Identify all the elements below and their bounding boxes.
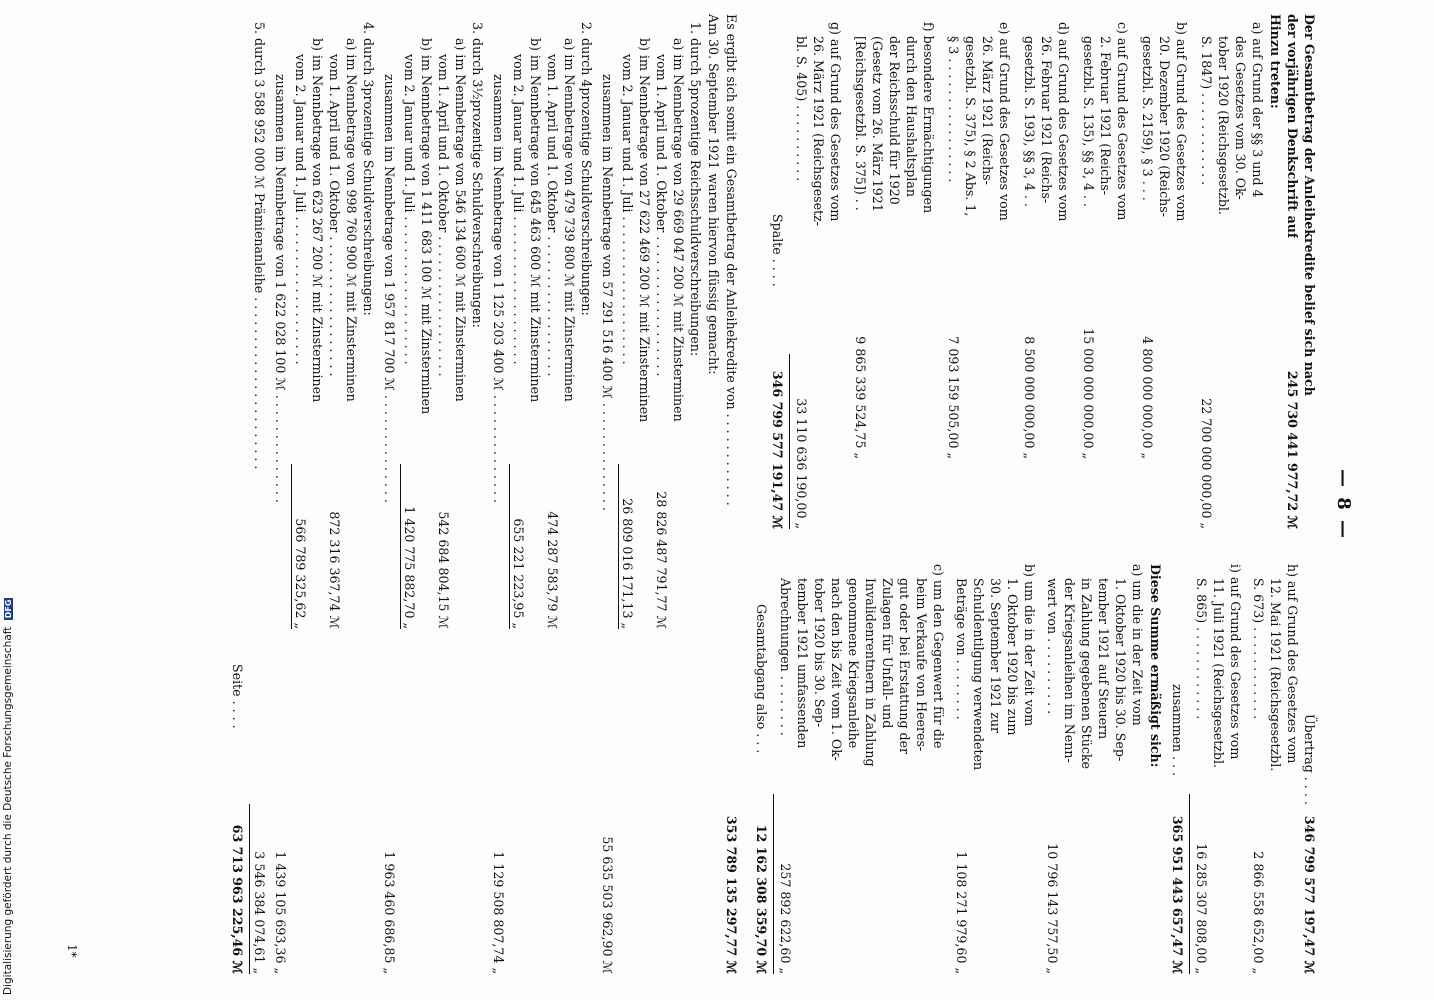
s2a-text-1: a) im Nennbetrage von 479 739 800 ℳ mit Zinsterminen xyxy=(562,38,577,402)
ergibt-text: Es ergibt sich somit ein Gesamtbetrag der Anleihekredite von . . . . . . . . . . . . xyxy=(724,14,739,506)
uebertrag-value: 346 799 577 197,47 ℳ xyxy=(1302,815,1317,974)
ra-text-6: wert von . . . . . . . . . . xyxy=(1045,578,1060,715)
rb-value: 1 108 271 979,60 „ xyxy=(954,851,969,974)
rc-line-4 xyxy=(879,564,896,974)
s4a-line-1 xyxy=(343,14,360,974)
seite-value: 63 713 963 225,46 ℳ xyxy=(230,824,245,974)
item-f-line-2 xyxy=(903,14,920,529)
rb-text-1: b) um die in der Zeit vom xyxy=(1022,564,1037,727)
s2-rule xyxy=(509,464,510,629)
rc-text-8: tober 1920 bis 30. Sep- xyxy=(812,578,827,728)
item-h-line-3 xyxy=(1250,564,1267,974)
item-g-text-2: 26. März 1921 (Reichsgesetz- xyxy=(811,36,826,227)
rb-line-1 xyxy=(1021,564,1038,974)
zusammen-line xyxy=(1169,564,1186,974)
item-c-line-1 xyxy=(1114,14,1131,529)
spalte-label: Spalte . . . . xyxy=(770,214,785,287)
s1a-line-2 xyxy=(653,14,670,974)
s1-heading xyxy=(687,14,704,974)
s1b-line-2 xyxy=(619,14,636,974)
digitization-note xyxy=(2,598,14,995)
s2a-text-2: vom 1. April und 1. Oktober . . . . . . . . . . . . . . . . . . xyxy=(545,54,560,377)
s4a-line-2 xyxy=(326,14,343,974)
rb-line-4 xyxy=(970,564,987,974)
am30-text: Am 30. September 1921 waren hiervon flüssig gemacht: xyxy=(706,14,721,375)
item-a-line-1 xyxy=(1249,14,1266,529)
ermaessigt-text: Diese Summe ermäßigt sich: xyxy=(1148,564,1163,768)
rb-line-5 xyxy=(953,564,970,974)
item-c-line-2 xyxy=(1097,14,1114,529)
item-i-value: 16 285 307 808,00 „ xyxy=(1194,843,1209,974)
item-e-text-3: gesetzbl. S. 375), § 2 Abs. 1, xyxy=(963,36,978,217)
s2b-line-1 xyxy=(527,14,544,974)
item-d-value: 8 500 000 000,00 „ xyxy=(1022,336,1037,459)
item-f-text-1: f) besondere Ermächtigungen xyxy=(921,22,936,214)
s4z-line xyxy=(272,14,289,974)
s2a-line-2 xyxy=(544,14,561,974)
item-b-text-3: gesetzbl. S. 2159), § 3 . . . xyxy=(1140,36,1155,201)
item-d-line-3 xyxy=(1021,14,1038,529)
rc-text-5: Invalidenrentnern in Zahlung xyxy=(863,578,878,767)
hinzu-text: Hinzu treten: xyxy=(1268,14,1283,109)
rc-text-3: gut oder bei Erstattung der xyxy=(897,578,912,755)
item-a-value: 22 700 000 000,00 „ xyxy=(1199,398,1214,529)
item-a-line-4 xyxy=(1198,14,1215,529)
s1z-line xyxy=(599,14,616,974)
item-i-line-2 xyxy=(1210,564,1227,974)
gesamtabgang-value: 12 162 308 359,70 ℳ xyxy=(754,824,769,974)
s2b-text-1: b) im Nennbetrage von 645 463 600 ℳ mit Zinsterminen xyxy=(528,38,543,403)
s4z-value: 1 439 105 693,36 „ xyxy=(273,851,288,974)
s3b-line-1 xyxy=(418,14,435,974)
s4-rule xyxy=(291,464,292,629)
ra-text-3: tember 1921 auf Steuern xyxy=(1096,578,1111,740)
s2-text: 2. durch 4prozentige Schuldverschreibungen: xyxy=(579,22,594,316)
item-e-line-1 xyxy=(996,14,1013,529)
item-g-line-1 xyxy=(827,14,844,529)
rc-text-2: beim Verkaufe von Heeres- xyxy=(914,578,929,752)
ra-text-5: der Kriegsanleihen im Nenn- xyxy=(1062,578,1077,763)
s3a-text-2: vom 1. April und 1. Oktober . . . . . . . . . . . . . . . . . . xyxy=(436,54,451,377)
item-b-text-2: 20. Dezember 1920 (Reichs- xyxy=(1157,36,1172,217)
s1z-value: 55 635 503 962,90 ℳ xyxy=(600,836,615,974)
s3z-line xyxy=(381,14,398,974)
ergibt-value: 353 789 135 297,77 ℳ xyxy=(724,815,739,974)
item-b-text-1: b) auf Grund des Gesetzes vom xyxy=(1174,22,1189,222)
s1b-line-1 xyxy=(636,14,653,974)
s3-text: 3. durch 3½prozentige Schuldverschreibungen: xyxy=(470,22,485,328)
ra-line-6 xyxy=(1044,564,1061,974)
item-i-line-1 xyxy=(1227,564,1244,974)
rc-text-6: genommene Kriegsanleihe xyxy=(846,578,861,749)
item-h-text-3: S. 673) . . . . . . . . . . . . xyxy=(1251,578,1266,720)
ra-line-2 xyxy=(1112,564,1129,974)
item-h-text-1: h) auf Grund des Gesetzes vom xyxy=(1285,564,1300,764)
rc-line-3 xyxy=(896,564,913,974)
s3-rule xyxy=(400,464,401,629)
item-b-line-2 xyxy=(1156,14,1173,529)
ra-value: 10 796 143 757,50 „ xyxy=(1045,843,1060,974)
item-d-text-2: 26. Februar 1921 (Reichs- xyxy=(1039,36,1054,204)
rc-text-10: Abrechnungen . . . . . . . . xyxy=(778,578,793,736)
s2b-text-2: vom 2. Januar und 1. Juli . . . . . . . . . . . . . . . . . . . xyxy=(511,54,526,365)
intro-text-2: der vorjährigen Denkschrift auf xyxy=(1285,14,1300,239)
ergibt-line xyxy=(723,14,740,974)
item-h-line-1 xyxy=(1284,564,1301,974)
dfg-logo: DFG xyxy=(4,599,13,619)
intro-text-1: Der Gesamtbetrag der Anleihekredite belief sich nach xyxy=(1302,14,1317,396)
s4b-text-1: b) im Nennbetrage von 623 267 200 ℳ mit Zinsterminen xyxy=(310,38,325,403)
ra-line-1 xyxy=(1129,564,1146,974)
item-a-text-2: des Gesetzes vom 30. Ok- xyxy=(1233,36,1248,200)
item-f-line-1 xyxy=(920,14,937,529)
item-d-line-2 xyxy=(1038,14,1055,529)
item-e-line-2 xyxy=(979,14,996,529)
item-e-text-1: e) auf Grund des Gesetzes vom xyxy=(997,22,1012,221)
rc-line-7 xyxy=(828,564,845,974)
seite-rule xyxy=(249,804,250,974)
item-i-text-2: 11. Juli 1921 (Reichsgesetzbl. xyxy=(1211,578,1226,769)
item-e-text-2: 26. März 1921 (Reichs- xyxy=(980,36,995,185)
item-f-line-3 xyxy=(886,14,903,529)
s1b-text-2: vom 2. Januar und 1. Juli . . . . . . . . . . . . . . . . . . . xyxy=(620,54,635,365)
s2z-value: 1 129 508 807,74 „ xyxy=(491,851,506,974)
hinzu-line xyxy=(1267,14,1284,529)
item-g-text-3: bl. S. 405) . . . . . . . . . . xyxy=(794,36,809,182)
s2b-value: 655 221 223,95 „ xyxy=(511,518,526,629)
intro-line-2 xyxy=(1284,14,1301,529)
spalte-line xyxy=(769,14,786,529)
item-c-value: 15 000 000 000,00 „ xyxy=(1081,328,1096,459)
item-c-text-1: c) auf Grund des Gesetzes vom xyxy=(1115,22,1130,221)
s4a-value: 872 316 367,74 ℳ xyxy=(327,511,342,629)
item-f-text-5: [Reichsgesetzbl. S. 375]) . . xyxy=(853,36,868,211)
item-i-line-3 xyxy=(1193,564,1210,974)
item-c-text-2: 2. Februar 1921 (Reichs- xyxy=(1098,36,1113,196)
rc-text-1: c) um den Gegenwert für die xyxy=(931,564,946,749)
s4b-line-1 xyxy=(309,14,326,974)
zusammen-label: zusammen . . . xyxy=(1170,684,1185,777)
rb-line-2 xyxy=(1004,564,1021,974)
s4z-text: zusammen im Nennbetrage von 1 622 028 100 ℳ . . . . . . . . . . . . . . xyxy=(273,74,288,503)
rc-line-2 xyxy=(913,564,930,974)
rc-line-8 xyxy=(811,564,828,974)
s1z-text: zusammen im Nennbetrage von 57 291 516 400 ℳ . . . . . . . . . . . . . . xyxy=(600,74,615,511)
item-h-line-2 xyxy=(1267,564,1284,974)
rb-text-2: 1. Oktober 1920 bis zum xyxy=(1005,578,1020,736)
s1a-value: 28 826 487 791,77 ℳ xyxy=(654,491,669,629)
item-f-value: 9 865 339 524,75 „ xyxy=(853,336,868,459)
rb-text-4: Schuldentilgung verwendeten xyxy=(971,578,986,771)
sum-rule-right-1 xyxy=(1189,794,1190,974)
s4b-line-2 xyxy=(292,14,309,974)
zusammen-value: 365 951 443 657,47 ℳ xyxy=(1170,815,1185,974)
item-a-line-3 xyxy=(1215,14,1232,529)
rb-text-5: Beträge von . . . . . . . . xyxy=(954,578,969,720)
s3a-value: 542 684 804,15 ℳ xyxy=(436,511,451,629)
item-f-line-4 xyxy=(869,14,886,529)
s4a-text-1: a) im Nennbetrage von 998 760 900 ℳ mit Zinsterminen xyxy=(344,38,359,402)
s2b-line-2 xyxy=(510,14,527,974)
s5-text: 5. durch 3 588 952 000 ℳ Prämienanleihe . . . . . . . . . . . . . . . . . . . . . . xyxy=(252,22,267,470)
ra-line-3 xyxy=(1095,564,1112,974)
s1a-text-1: a) im Nennbetrage von 29 669 047 200 ℳ mit Zinsterminen xyxy=(671,38,686,422)
rotated-document-page xyxy=(40,14,1354,974)
s3b-value: 1 420 775 882,70 „ xyxy=(402,506,417,629)
rc-line-1 xyxy=(930,564,947,974)
item-e-value: 7 093 159 505,00 „ xyxy=(946,336,961,459)
item-b-line-3 xyxy=(1139,14,1156,529)
item-g-text-1: g) auf Grund des Gesetzes vom xyxy=(828,22,843,222)
s3-heading xyxy=(469,14,486,974)
item-h-text-2: 12. Mai 1921 (Reichsgesetzbl. xyxy=(1268,578,1283,772)
sum-rule-left xyxy=(789,354,790,529)
ra-text-2: 1. Oktober 1920 bis 30. Sep- xyxy=(1113,578,1128,762)
s2z-line xyxy=(490,14,507,974)
s2a-value: 474 287 583,79 ℳ xyxy=(545,511,560,629)
s3a-line-2 xyxy=(435,14,452,974)
s1a-text-2: vom 1. April und 1. Oktober . . . . . . . . . . . . . . . . . . xyxy=(654,54,669,377)
item-i-text-1: i) auf Grund des Gesetzes vom xyxy=(1228,564,1243,760)
intro-line-1 xyxy=(1301,14,1318,529)
ra-line-4 xyxy=(1078,564,1095,974)
s2-heading xyxy=(578,14,595,974)
s1-text: 1. durch 5prozentige Reichsschuldverschreibungen: xyxy=(688,22,703,357)
item-a-text-1: a) auf Grund der §§ 3 und 4 xyxy=(1250,22,1265,198)
s3z-value: 1 963 460 686,85 „ xyxy=(382,851,397,974)
item-g-line-2 xyxy=(810,14,827,529)
spalte-value: 346 799 577 191,47 ℳ xyxy=(770,370,785,529)
s5-line xyxy=(251,14,268,974)
gesamtabgang-label: Gesamtabgang also . . . xyxy=(754,604,769,754)
s4-heading xyxy=(360,14,377,974)
item-h-value: 2 866 558 652,00 „ xyxy=(1251,851,1266,974)
rc-text-4: Zulagen für Unfall- und xyxy=(880,578,895,729)
item-b-value: 4 800 000 000,00 „ xyxy=(1140,336,1155,459)
rb-line-3 xyxy=(987,564,1004,974)
s3b-text-1: b) im Nennbetrage von 1 411 683 100 ℳ mit Zinsterminen xyxy=(419,38,434,415)
s3a-text-1: a) im Nennbetrage von 546 134 600 ℳ mit Zinsterminen xyxy=(453,38,468,402)
s2z-text: zusammen im Nennbetrage von 1 125 203 400 ℳ . . . . . . . . . . . . . . xyxy=(491,74,506,503)
rc-line-5 xyxy=(862,564,879,974)
seite-label: Seite . . . . xyxy=(230,664,245,729)
rc-text-7: nach den bis Zeit vom 1. Ok- xyxy=(829,578,844,761)
item-c-text-3: gesetzbl. S. 135), §§ 3, 4 . . xyxy=(1081,36,1096,208)
s3b-line-2 xyxy=(401,14,418,974)
rc-line-6 xyxy=(845,564,862,974)
item-e-line-3 xyxy=(962,14,979,529)
item-f-text-3: der Reichsschuld für 1920 xyxy=(887,36,902,205)
seite-line xyxy=(229,14,246,974)
gesamtabgang-line xyxy=(753,564,770,974)
item-d-line-1 xyxy=(1055,14,1072,529)
uebertrag-label: Übertrag . . . . xyxy=(1302,714,1317,805)
rb-text-3: 30. September 1921 zur xyxy=(988,578,1003,733)
item-c-line-3 xyxy=(1080,14,1097,529)
digitization-text: Digitalisierung gefördert durch die Deutsche Forschungsgemeinschaft xyxy=(2,626,14,995)
page-number: — 8 — xyxy=(1333,469,1354,541)
item-i-text-3: S. 865) . . . . . . . . . . . . xyxy=(1194,578,1209,720)
item-g-line-3 xyxy=(793,14,810,529)
s1a-line-1 xyxy=(670,14,687,974)
am30-line xyxy=(705,14,722,974)
s4b-value: 566 789 325,62 „ xyxy=(293,518,308,629)
ra-line-5 xyxy=(1061,564,1078,974)
s1b-value: 26 809 016 171,13 „ xyxy=(620,498,635,629)
item-d-text-1: d) auf Grund des Gesetzes vom xyxy=(1056,22,1071,222)
rc-line-9 xyxy=(794,564,811,974)
s1-rule xyxy=(618,464,619,629)
sum-rule-right-2 xyxy=(773,794,774,974)
item-d-text-3: gesetzbl. S. 193), §§ 3, 4 . . xyxy=(1022,36,1037,208)
uebertrag-line xyxy=(1301,564,1318,974)
item-a-text-4: S. 1847) . . . . . . . . . . . . xyxy=(1199,36,1214,186)
rc-text-9: tember 1921 umfassenden xyxy=(795,578,810,749)
rc-line-10 xyxy=(777,564,794,974)
item-e-line-4 xyxy=(945,14,962,529)
item-f-line-5 xyxy=(852,14,869,529)
s4-text: 4. durch 3prozentige Schuldverschreibungen: xyxy=(361,22,376,316)
item-b-line-1 xyxy=(1173,14,1190,529)
ra-text-1: a) um die in der Zeit vom xyxy=(1130,564,1145,726)
s4a-text-2: vom 1. April und 1. Oktober . . . . . . . . . . . . . . . . . . xyxy=(327,54,342,377)
item-a-text-3: tober 1920 (Reichsgesetzbl. xyxy=(1216,36,1231,215)
s2a-line-1 xyxy=(561,14,578,974)
s3a-line-1 xyxy=(452,14,469,974)
s5-value: 3 546 384 074,61 „ xyxy=(252,851,267,974)
intro-value: 245 730 441 977,72 ℳ xyxy=(1285,370,1300,529)
s1b-text-1: b) im Nennbetrage von 27 622 469 200 ℳ mit Zinsterminen xyxy=(637,38,652,423)
s3z-text: zusammen im Nennbetrage von 1 957 817 700 ℳ . . . . . . . . . . . . . . xyxy=(382,74,397,503)
item-g-value: 33 110 636 190,00 „ xyxy=(794,398,809,529)
item-f-text-4: (Gesetz vom 26. März 1921 xyxy=(870,36,885,212)
item-a-line-2 xyxy=(1232,14,1249,529)
item-e-text-4: § 3 . . . . . . . . . . . . . . . . xyxy=(946,36,961,183)
item-f-text-2: durch den Haushaltsplan xyxy=(904,36,919,197)
ermaessigt-line xyxy=(1147,564,1164,974)
s4b-text-2: vom 2. Januar und 1. Juli . . . . . . . . . . . . . . . . . . . xyxy=(293,54,308,365)
sheet-signature: 1* xyxy=(65,944,79,958)
ra-text-4: in Zahlung gegebenen Stücke xyxy=(1079,578,1094,769)
s3b-text-2: vom 2. Januar und 1. Juli . . . . . . . . . . . . . . . . . . . xyxy=(402,54,417,365)
rc-value: 257 892 622,60 „ xyxy=(778,863,793,974)
